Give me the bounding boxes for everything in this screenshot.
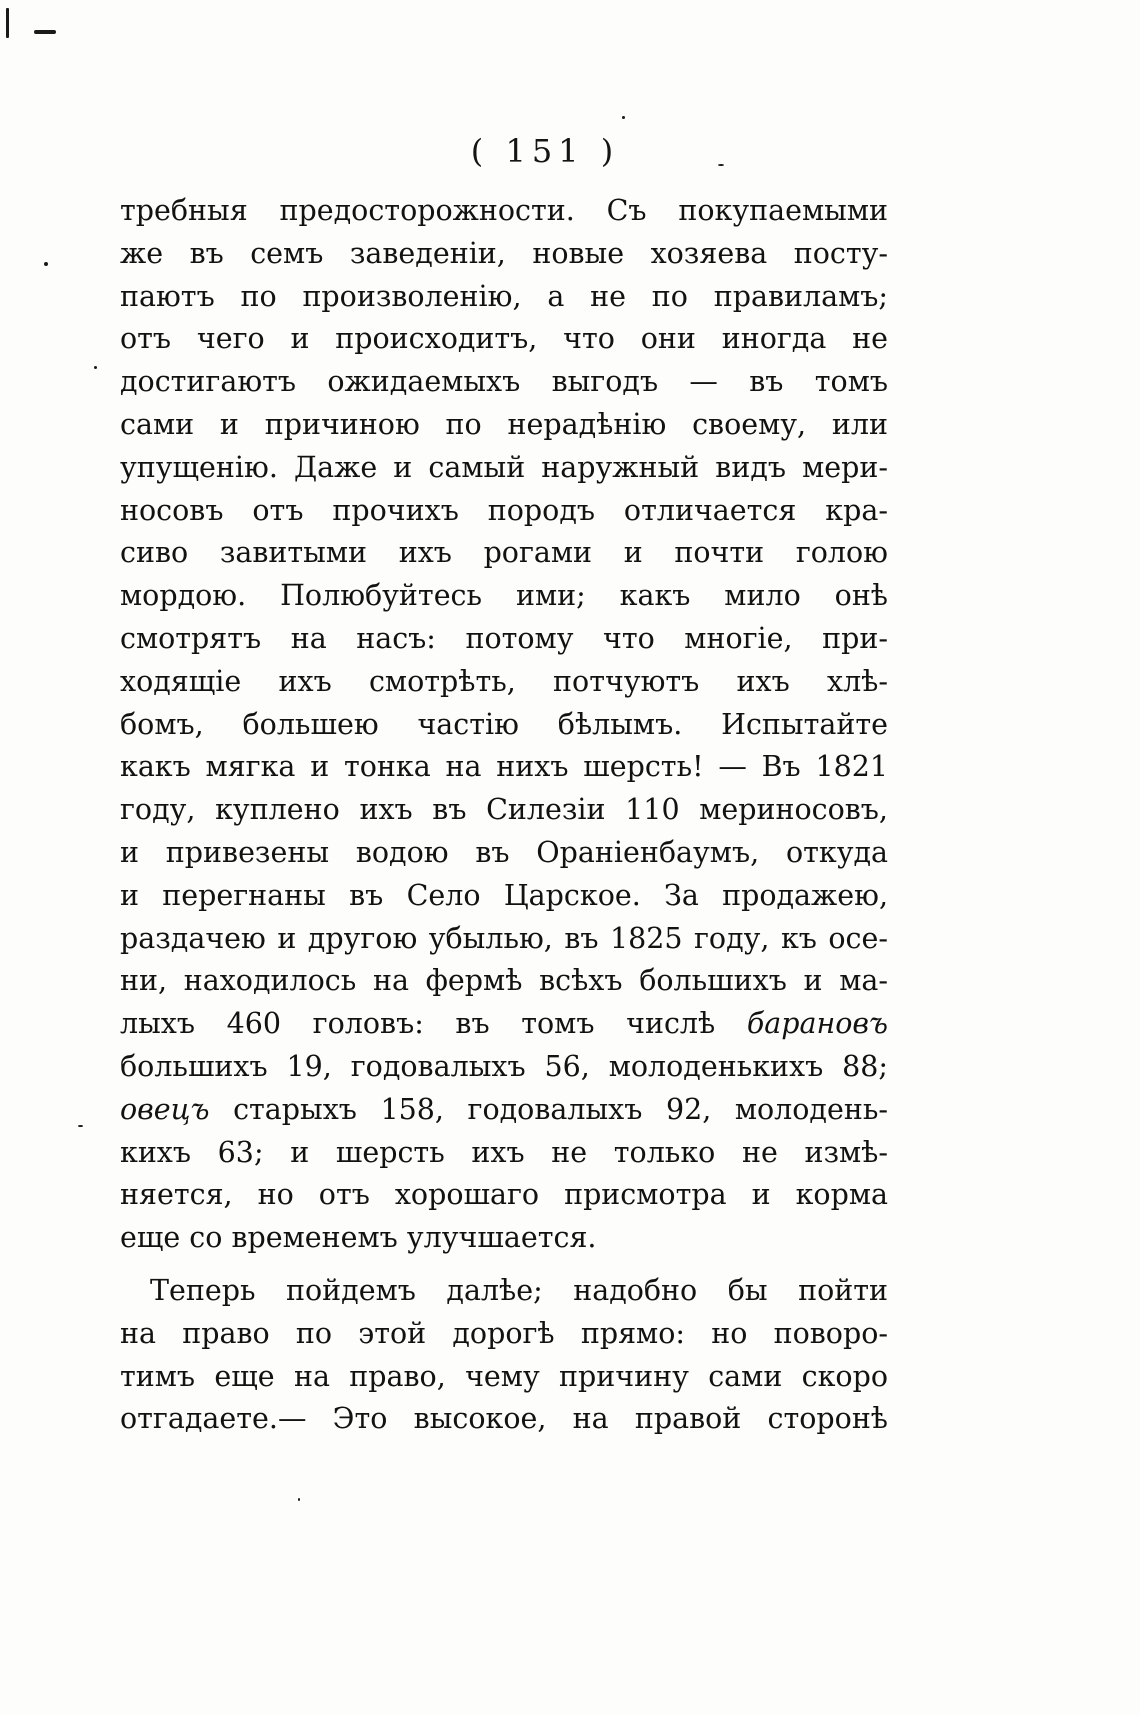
margin-speck [622,116,625,119]
text-line: и привезены водою въ Ораніенбаумъ, откуда [120,835,888,869]
text-line: няется, но отъ хорошаго присмотра и корма [120,1178,888,1212]
text-line: сиво завитыми ихъ рогами и почти голою [120,536,888,570]
text-line: достигаютъ ожидаемыхъ выгодъ — въ томъ [120,365,888,399]
text-line: отъ чего и происходитъ, что они иногда не [120,322,888,356]
text-line: тимъ еще на право, чему причину сами скоро [120,1359,888,1393]
text-line: требныя предосторожности. Съ покупаемыми [120,194,888,227]
text-line: отгадаете.— Это высокое, на правой сторонѣ [120,1402,888,1436]
page-number: ( 151 ) [470,132,620,170]
text-line: ходящіе ихъ смотрѣть, потчуютъ ихъ хлѣ- [120,664,888,698]
text-line: кихъ 63; и шерсть ихъ не только не измѣ- [120,1135,888,1169]
margin-speck [44,262,48,266]
margin-speck [298,1498,300,1501]
text-line: смотрятъ на насъ: потому что многіе, при- [120,621,888,655]
text-segment: старыхъ 158, годовалыхъ 92, молодень- [233,1092,888,1126]
text-line: мордою. Полюбуйтесь ими; какъ мило онѣ [120,579,888,613]
margin-speck [94,366,97,369]
text-line: и перегнаны въ Село Царское. За продажею, [120,878,888,912]
text-line-paragraph-start: Теперь пойдемъ далѣе; надобно бы пойти [150,1273,888,1307]
text-line: паютъ по произволенію, а не по правиламъ; [120,279,888,313]
text-line-paragraph-end: еще со временемъ улучшается. [120,1221,597,1255]
margin-mark [6,8,9,38]
text-line-with-italic [120,1003,888,1046]
paragraph-gap [120,1260,888,1270]
text-line: ни, находилось на фермѣ всѣхъ большихъ и ма- [120,964,888,998]
margin-speck [78,1125,83,1127]
text-line: какъ мягка и тонка на нихъ шерсть! — Въ 1821 [120,750,888,784]
text-line: же въ семъ заведеніи, новые хозяева посту- [120,236,888,270]
text-segment: лыхъ 460 головъ: въ томъ числѣ [120,1007,716,1041]
text-line: упущенію. Даже и самый наружный видъ мери- [120,450,888,484]
text-line-with-italic [120,1089,888,1132]
text-line: сами и причиною по нерадѣнію своему, или [120,407,888,441]
text-line: большихъ 19, годовалыхъ 56, молоденькихъ 88; [120,1049,888,1083]
text-line: бомъ, большею частію бѣлымъ. Испытайте [120,707,888,741]
margin-mark [34,30,56,34]
italic-term-rams: барановъ [746,1007,888,1041]
italic-term-ewes: овецъ [120,1092,210,1126]
text-line: году, куплено ихъ въ Силезіи 110 мериносовъ, [120,793,888,827]
body-text [120,190,888,1441]
text-line: на право по этой дорогѣ прямо: но поворо- [120,1316,888,1350]
text-line: носовъ отъ прочихъ породъ отличается кра- [120,493,888,527]
text-line: раздачею и другою убылью, въ 1825 году, къ осе- [120,921,888,955]
